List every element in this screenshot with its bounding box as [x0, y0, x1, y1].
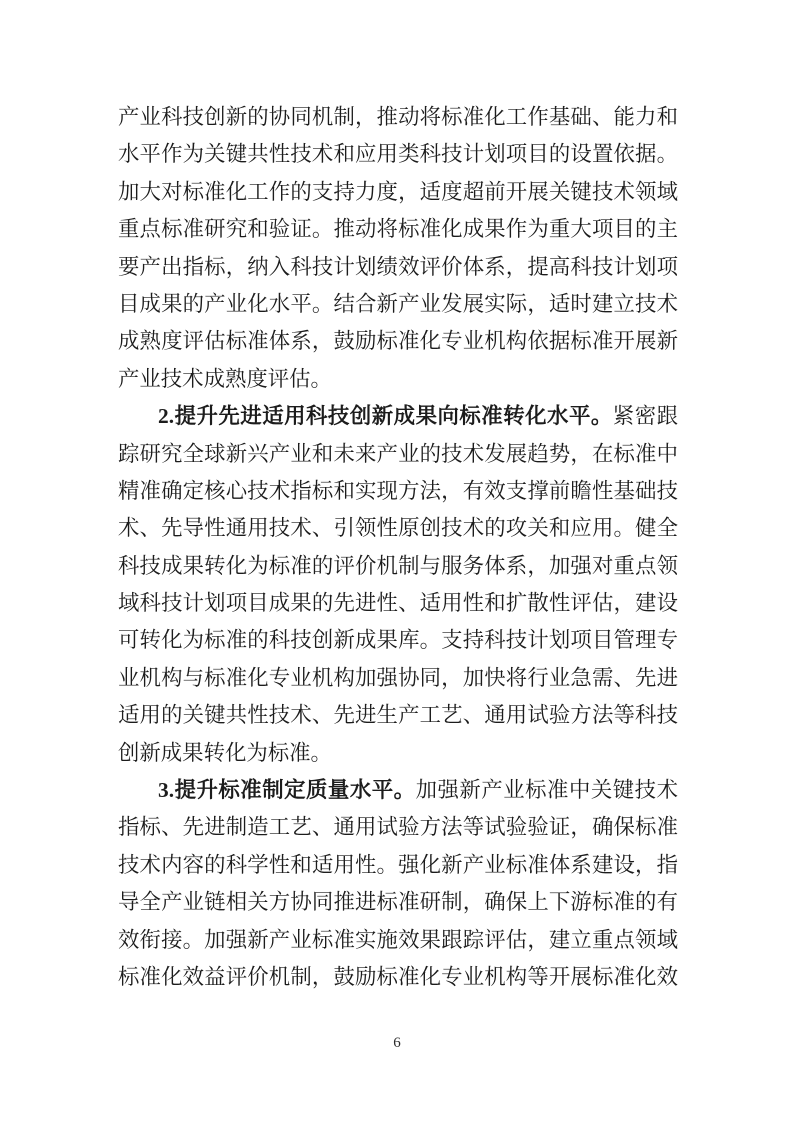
text-run: 加大对标准化工作的支持力度，适度超前开展关键技术领域 — [118, 179, 678, 204]
text-run: 水平作为关键共性技术和应用类科技计划项目的设置依据。 — [118, 142, 678, 167]
text-line — [118, 211, 678, 248]
text-run: 成熟度评估标准体系，鼓励标准化专业机构依据标准开展新 — [118, 329, 678, 354]
heading-run: 3.提升标准制定质量水平。 — [158, 778, 416, 803]
text-run: 技术内容的科学性和适用性。强化新产业标准体系建设，指 — [118, 852, 678, 877]
text-line — [118, 398, 678, 435]
text-line — [118, 136, 678, 173]
text-line — [118, 809, 678, 846]
text-line — [118, 548, 678, 585]
text-run: 科技成果转化为标准的评价机制与服务体系，加强对重点领 — [118, 553, 678, 578]
text-line — [118, 697, 678, 734]
text-line — [118, 174, 678, 211]
text-run: 产业技术成熟度评估。 — [118, 366, 332, 391]
text-line — [118, 249, 678, 286]
text-run: 导全产业链相关方协同推进标准研制，确保上下游标准的有 — [118, 890, 678, 915]
text-run: 可转化为标准的科技创新成果库。支持科技计划项目管理专 — [118, 628, 678, 653]
text-line — [118, 772, 678, 809]
text-run: 适用的关键共性技术、先进生产工艺、通用试验方法等科技 — [118, 703, 678, 728]
text-run: 产业科技创新的协同机制，推动将标准化工作基础、能力和 — [118, 105, 678, 129]
text-line — [118, 286, 678, 323]
text-line — [118, 323, 678, 360]
text-line — [118, 660, 678, 697]
text-line — [118, 884, 678, 921]
page-number: 6 — [393, 1035, 401, 1051]
text-line — [118, 361, 678, 398]
text-run: 紧密跟 — [612, 404, 678, 429]
document-body — [118, 99, 678, 996]
text-run: 域科技计划项目成果的先进性、适用性和扩散性评估，建设 — [118, 591, 678, 616]
text-run: 业机构与标准化专业机构加强协同，加快将行业急需、先进 — [118, 665, 678, 690]
text-line — [118, 847, 678, 884]
text-line — [118, 622, 678, 659]
text-run: 术、先导性通用技术、引领性原创技术的攻关和应用。健全 — [118, 516, 678, 541]
text-line — [118, 585, 678, 622]
text-run: 重点标准研究和验证。推动将标准化成果作为重大项目的主 — [118, 217, 678, 242]
text-line — [118, 99, 678, 136]
text-run: 精准确定核心技术指标和实现方法，有效支撑前瞻性基础技 — [118, 478, 678, 503]
text-run: 加强新产业标准中关键技术 — [415, 778, 678, 803]
text-line — [118, 473, 678, 510]
text-run: 标准化效益评价机制，鼓励标准化专业机构等开展标准化效 — [118, 964, 678, 989]
text-line — [118, 735, 678, 772]
text-line — [118, 510, 678, 547]
text-run: 效衔接。加强新产业标准实施效果跟踪评估，建立重点领域 — [118, 927, 678, 952]
heading-run: 2.提升先进适用科技创新成果向标准转化水平。 — [158, 404, 613, 429]
text-run: 指标、先进制造工艺、通用试验方法等试验验证，确保标准 — [118, 815, 678, 840]
text-line — [118, 922, 678, 959]
text-line — [118, 436, 678, 473]
text-run: 踪研究全球新兴产业和未来产业的技术发展趋势，在标准中 — [118, 441, 678, 466]
text-run: 目成果的产业化水平。结合新产业发展实际，适时建立技术 — [118, 291, 678, 316]
text-run: 创新成果转化为标准。 — [118, 740, 332, 765]
text-line — [118, 959, 678, 996]
text-run: 要产出指标，纳入科技计划绩效评价体系，提高科技计划项 — [118, 254, 678, 279]
